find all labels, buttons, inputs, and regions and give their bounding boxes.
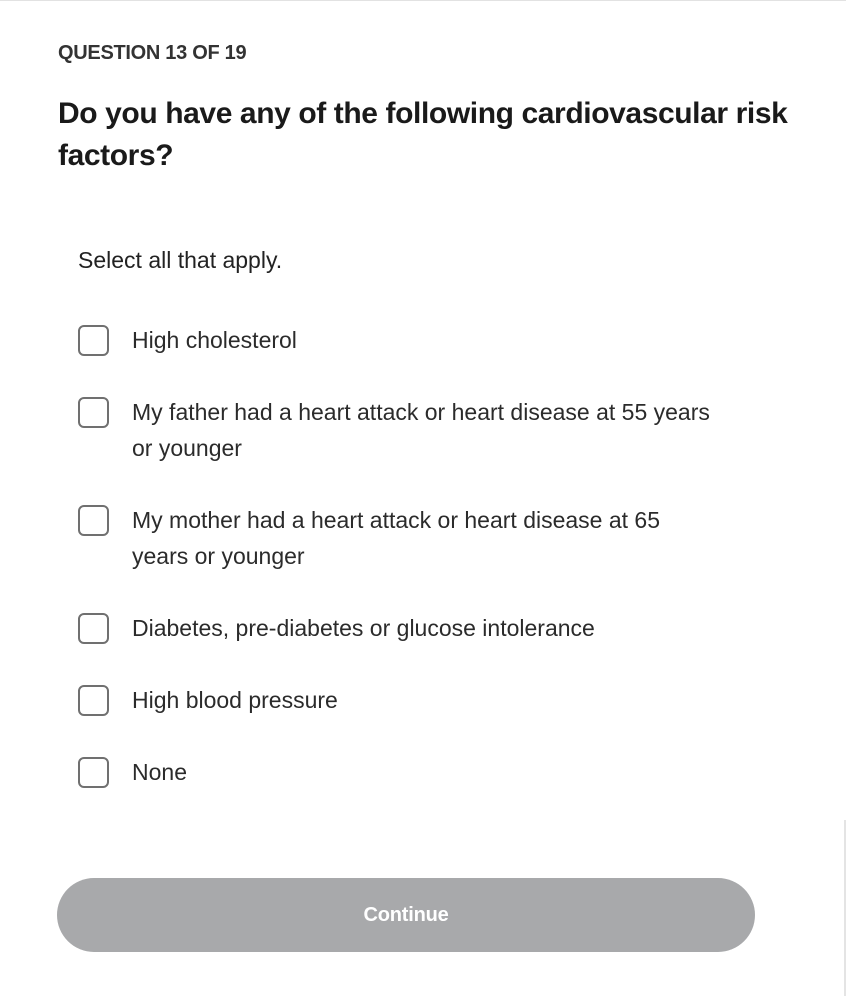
checkbox[interactable] — [78, 505, 109, 536]
option-none[interactable] — [78, 754, 738, 790]
option-high-cholesterol[interactable] — [78, 322, 738, 358]
option-high-blood-pressure[interactable] — [78, 682, 738, 718]
checkbox[interactable] — [78, 757, 109, 788]
question-title: Do you have any of the following cardiovascular risk factors? — [58, 97, 788, 172]
options-list — [78, 322, 738, 826]
option-diabetes[interactable] — [78, 610, 738, 646]
option-mother-heart-disease[interactable] — [78, 502, 738, 574]
checkbox[interactable] — [78, 685, 109, 716]
instruction-text: Select all that apply. — [78, 247, 283, 273]
option-label: High cholesterol — [132, 327, 297, 353]
continue-button[interactable]: Continue — [57, 878, 755, 952]
checkbox[interactable] — [78, 325, 109, 356]
option-label: My mother had a heart attack or heart disease at 65 years or younger — [132, 507, 661, 569]
top-divider — [0, 0, 846, 1]
question-counter: QUESTION 13 OF 19 — [58, 42, 247, 64]
checkbox[interactable] — [78, 613, 109, 644]
option-label: Diabetes, pre-diabetes or glucose intolerance — [132, 615, 595, 641]
option-label: None — [132, 759, 187, 785]
option-father-heart-disease[interactable] — [78, 394, 738, 466]
option-label: My father had a heart attack or heart disease at 55 years or younger — [132, 399, 710, 461]
checkbox[interactable] — [78, 397, 109, 428]
option-label: High blood pressure — [132, 687, 338, 713]
